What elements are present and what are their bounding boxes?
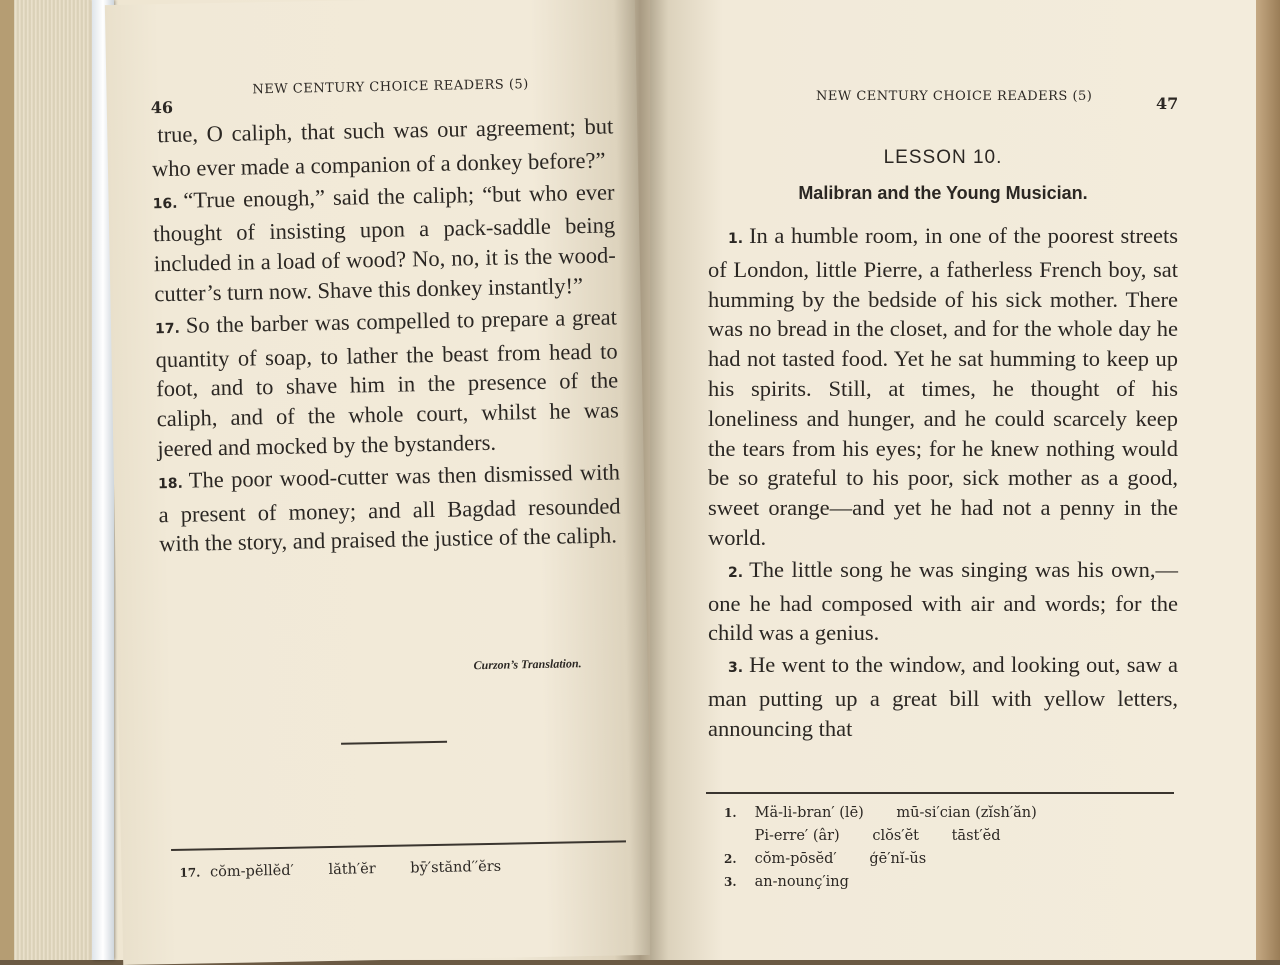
pronunciation-word: Mä-li-bran′ (lē)	[755, 802, 864, 825]
pronunciation-word: cŏm-pōsĕd′	[755, 848, 837, 871]
pronunciation-word: bȳ′stănd′′ĕrs	[410, 856, 501, 881]
right-paragraph	[708, 650, 1178, 743]
paragraph-text: The poor wood-cutter was then dismissed with a present of money; and all Bagdad resounded with the story, and praised the justice of the caliph.	[158, 459, 620, 556]
left-body-text	[151, 111, 621, 559]
pronunciation-word: ģē′nĭ-ŭs	[869, 848, 926, 871]
footnote-row	[724, 871, 1059, 894]
paragraph-number: 16.	[153, 195, 178, 211]
left-paragraph	[155, 302, 620, 464]
footnote-row	[179, 855, 523, 885]
footnote-number: 1.	[724, 802, 750, 825]
paragraph-text: So the barber was compelled to prepare a great quantity of soap, to lather the beast from head to foot, and to shave him in the presence of the caliph, and of the whole court, whilst he was jeered and mocked by the bystanders.	[155, 304, 619, 461]
paragraph-number: 18.	[158, 476, 183, 492]
paragraph-number: 17.	[155, 321, 180, 337]
book-cover-edge	[0, 0, 14, 960]
pronunciation-word: Pi-erre′ (âr)	[755, 825, 840, 848]
paragraph-number: 1.	[728, 231, 743, 247]
paragraph-text: The little song he was singing was his own,—one he had composed with air and words; for the child was a genius.	[708, 557, 1178, 646]
pronunciation-word: mū-si′cian (zĭsh′ăn)	[896, 802, 1036, 825]
pronunciation-word: lăth′ĕr	[328, 858, 376, 882]
lesson-heading: LESSON 10.	[708, 147, 1178, 169]
pronunciation-word: an-nounç′ing	[755, 871, 849, 894]
right-running-head: NEW CENTURY CHOICE READERS (5)	[816, 89, 1092, 104]
footnote-number: 3.	[724, 871, 750, 894]
pronunciation-word: clŏs′ĕt	[872, 825, 919, 848]
right-page	[650, 0, 1260, 960]
footnote-rule	[706, 792, 1174, 794]
footnote-row	[724, 848, 1059, 871]
left-paragraph	[158, 457, 622, 559]
paragraph-text: In a humble room, in one of the poorest streets of London, little Pierre, a fatherless French boy, sat humming by the bedside of his sick mother. There was no bread in the closet, and for the whole day he had not tasted food. Yet he sat humming to keep up his spirits. Still, at times, he thought of his loneliness and hunger, and he could scarcely keep the tears from his eyes; for he knew nothing would be so grateful to his poor, sick mother as a good, sweet orange—and yet he had not a penny in the world.	[708, 223, 1178, 550]
paragraph-number: 3.	[728, 660, 743, 676]
pronunciation-word: cŏm-pĕllĕd′	[210, 860, 294, 885]
attribution: Curzon’s Translation.	[473, 656, 581, 673]
page-block-edge	[0, 0, 97, 960]
right-body-text	[708, 221, 1178, 744]
left-page	[105, 0, 653, 965]
left-paragraph	[152, 177, 616, 309]
footnote-row	[724, 825, 1059, 848]
left-running-head: NEW CENTURY CHOICE READERS (5)	[252, 77, 529, 97]
paragraph-text: “True enough,” said the caliph; “but who ever thought of insisting upon a pack-saddle being included in a load of wood? No, no, it is the wood-cutter’s turn now. Shave this donkey instantly!”	[153, 179, 616, 306]
section-rule	[341, 741, 447, 745]
book-cover-right-edge	[1256, 0, 1280, 960]
footnote-rule	[171, 840, 626, 851]
left-paragraph	[151, 111, 614, 183]
footnote-row	[724, 802, 1059, 825]
right-page-number: 47	[1156, 94, 1178, 113]
footnote-number: 17.	[179, 861, 205, 884]
paragraph-text: true, O caliph, that such was our agreement; but who ever made a companion of a donkey before?”	[152, 113, 614, 181]
paragraph-text: He went to the window, and looking out, saw a man putting up a great bill with yellow letters, announcing that	[708, 652, 1178, 741]
right-paragraph	[708, 555, 1178, 648]
pronunciation-word: tāst′ĕd	[952, 825, 1001, 848]
left-page-number: 46	[151, 98, 174, 117]
story-title: Malibran and the Young Musician.	[708, 183, 1178, 204]
right-paragraph	[708, 221, 1178, 553]
footnote-number: 2.	[724, 848, 750, 871]
paragraph-number: 2.	[728, 565, 743, 581]
left-footnotes	[179, 855, 523, 885]
right-footnotes	[724, 802, 1059, 894]
